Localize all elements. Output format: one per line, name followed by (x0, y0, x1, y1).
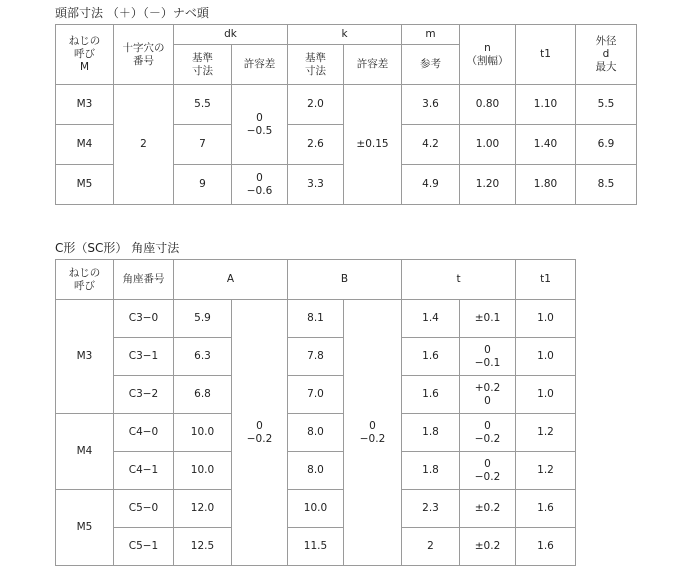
head-dimensions-table (55, 24, 637, 205)
dk-tolerance-m3-m4: 0 −0.5 (232, 85, 288, 165)
table-row: M3 C3−0 5.9 0 −0.2 8.1 0 −0.2 1.4 ±0.1 1.0 (56, 300, 576, 338)
header-dk-base: 基準 寸法 (174, 45, 232, 85)
dk-tolerance-m5: 0 −0.6 (232, 165, 288, 205)
header-n: n （割幅） (460, 25, 516, 85)
thread-m3: M3 (56, 300, 114, 414)
table-row: M4 C4−0 10.0 8.0 1.8 0 −0.2 1.2 (56, 414, 576, 452)
table-row: C3−1 6.3 7.8 1.6 0 −0.1 1.0 (56, 338, 576, 376)
header-t: t (402, 260, 516, 300)
table-row: M5 9 0 −0.6 3.3 4.9 1.20 1.80 8.5 (56, 165, 637, 205)
table-row: M3 2 5.5 0 −0.5 2.0 ±0.15 3.6 0.80 1.10 5.5 (56, 85, 637, 125)
header-seat-no: 角座番号 (114, 260, 174, 300)
table-row: C4−1 10.0 8.0 1.8 0 −0.2 1.2 (56, 452, 576, 490)
header-k-tolerance: 許容差 (344, 45, 402, 85)
header-B: B (288, 260, 402, 300)
square-seat-table (55, 259, 576, 566)
header-thread: ねじの 呼び (56, 260, 114, 300)
header-outer-diameter: 外径 d 最大 (576, 25, 637, 85)
header-k: k (288, 25, 402, 45)
A-tolerance-cell: 0 −0.2 (232, 300, 288, 566)
B-tolerance-cell: 0 −0.2 (344, 300, 402, 566)
table-row: C5−1 12.5 11.5 2 ±0.2 1.6 (56, 528, 576, 566)
header-thread: ねじの 呼び M (56, 25, 114, 85)
header-k-base: 基準 寸法 (288, 45, 344, 85)
k-tolerance-cell: ±0.15 (344, 85, 402, 205)
cross-recess-no-cell: 2 (114, 85, 174, 205)
thread-m5: M5 (56, 490, 114, 566)
thread-m4: M4 (56, 414, 114, 490)
header-cross-recess-no: 十字穴の 番号 (114, 25, 174, 85)
header-dk: dk (174, 25, 288, 45)
header-dk-tolerance: 許容差 (232, 45, 288, 85)
header-m-reference: 参考 (402, 45, 460, 85)
header-m: m (402, 25, 460, 45)
header-A: A (174, 260, 288, 300)
table-row: C3−2 6.8 7.0 1.6 +0.2 0 1.0 (56, 376, 576, 414)
table-row: M5 C5−0 12.0 10.0 2.3 ±0.2 1.6 (56, 490, 576, 528)
header-t1: t1 (516, 260, 576, 300)
header-t1: t1 (516, 25, 576, 85)
table-row: M4 7 2.6 4.2 1.00 1.40 6.9 (56, 125, 637, 165)
table1-caption: 頭部寸法 （＋）（－）ナベ頭 (55, 6, 209, 20)
table2-caption: C形（SC形） 角座寸法 (55, 241, 180, 255)
